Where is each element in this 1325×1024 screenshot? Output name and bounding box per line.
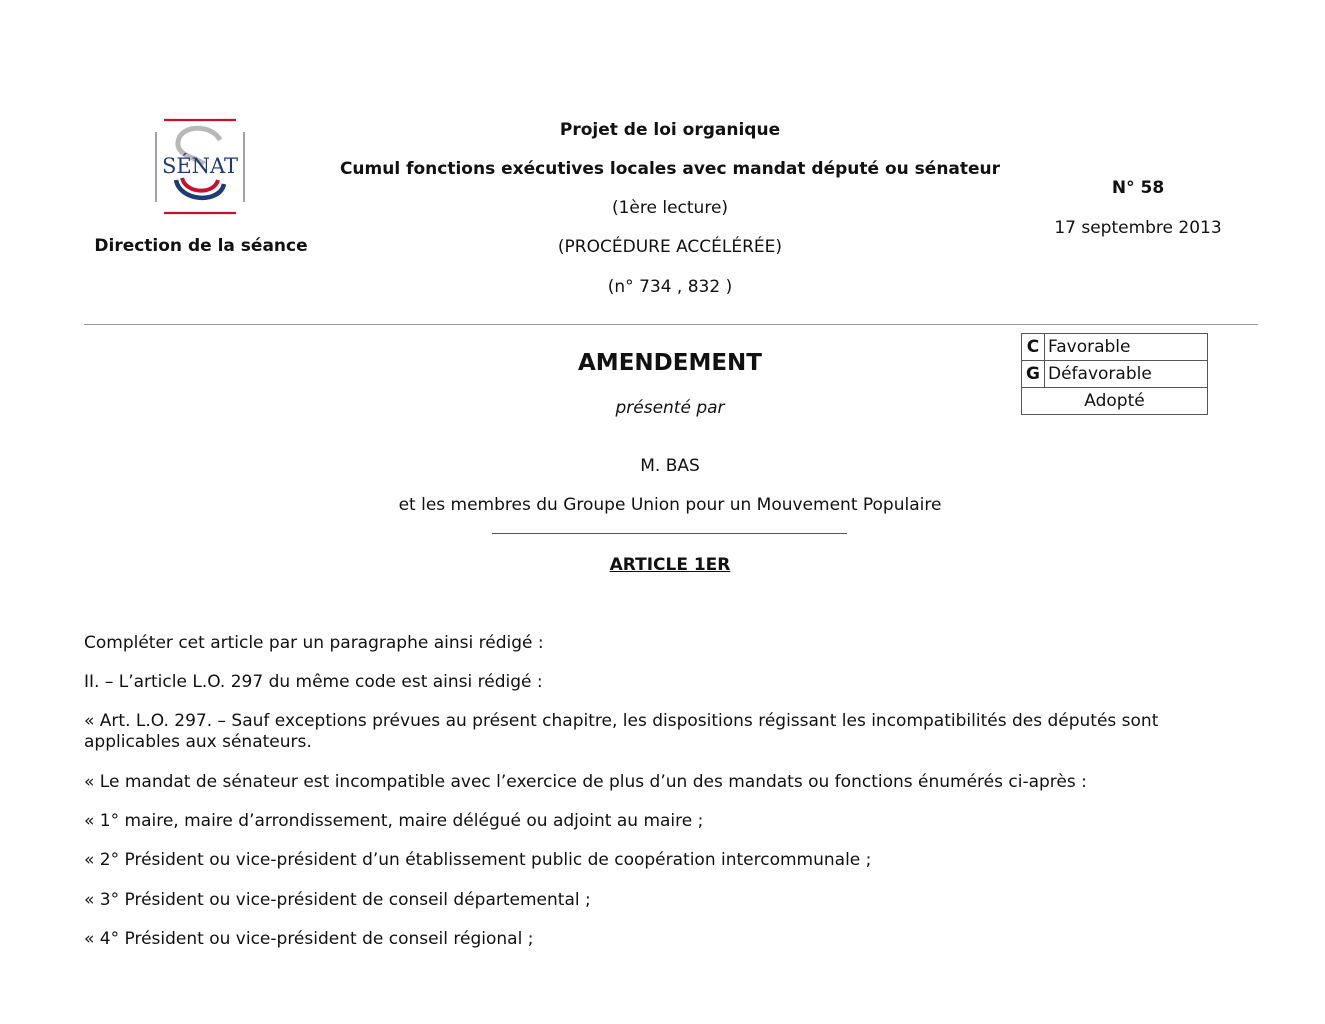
text-numbers: (n° 734 , 832 ) [607, 277, 733, 297]
body-paragraph: « 3° Président ou vice-président de conseil départemental ; [84, 890, 591, 910]
amendment-number: N° 58 [1111, 178, 1165, 198]
body-paragraph: II. – L’article L.O. 297 du même code est ainsi rédigé : [84, 672, 543, 692]
direction-label: Direction de la séance [94, 236, 308, 256]
author: M. BAS [640, 456, 700, 476]
author-group: et les membres du Groupe Union pour un Mouvement Populaire [398, 495, 942, 515]
header-divider [84, 324, 1258, 325]
status-row [1022, 361, 1208, 388]
article-heading: ARTICLE 1ER [609, 555, 731, 575]
procedure: (PROCÉDURE ACCÉLÉRÉE) [557, 237, 783, 257]
logo-text: SÉNAT [161, 154, 239, 178]
status-table [1021, 333, 1208, 415]
senat-logo-svg [150, 118, 250, 216]
reading-stage: (1ère lecture) [611, 198, 729, 218]
status-adopted: Adopté [1022, 388, 1208, 415]
amendment-date: 17 septembre 2013 [1054, 218, 1222, 238]
status-label: Favorable [1045, 334, 1208, 361]
status-row [1022, 334, 1208, 361]
body-paragraph: Compléter cet article par un paragraphe ainsi rédigé : [84, 633, 544, 653]
body-paragraph: « 1° maire, maire d’arrondissement, maire délégué ou adjoint au maire ; [84, 811, 704, 831]
status-row [1022, 388, 1208, 415]
presented-by: présenté par [615, 398, 725, 418]
title-divider [492, 533, 847, 534]
senat-logo [150, 118, 250, 216]
body-paragraph: « 4° Président ou vice-président de conseil régional ; [84, 929, 534, 949]
body-paragraph: « Le mandat de sénateur est incompatible avec l’exercice de plus d’un des mandats ou fonctions énumérés ci-après : [84, 772, 1087, 792]
status-code: C [1022, 334, 1045, 361]
body-paragraph: « Art. L.O. 297. – Sauf exceptions prévues au présent chapitre, les dispositions régissant les incompatibilités des députés sont applicables aux sénateurs. [84, 711, 1159, 752]
amendment-title: AMENDEMENT [578, 350, 762, 376]
body-paragraph: « 2° Président ou vice-président d’un établissement public de coopération intercommunale ; [84, 850, 872, 870]
bill-title: Cumul fonctions exécutives locales avec mandat député ou sénateur [339, 159, 1001, 179]
status-label: Défavorable [1045, 361, 1208, 388]
status-code: G [1022, 361, 1045, 388]
bill-type: Projet de loi organique [559, 120, 781, 140]
